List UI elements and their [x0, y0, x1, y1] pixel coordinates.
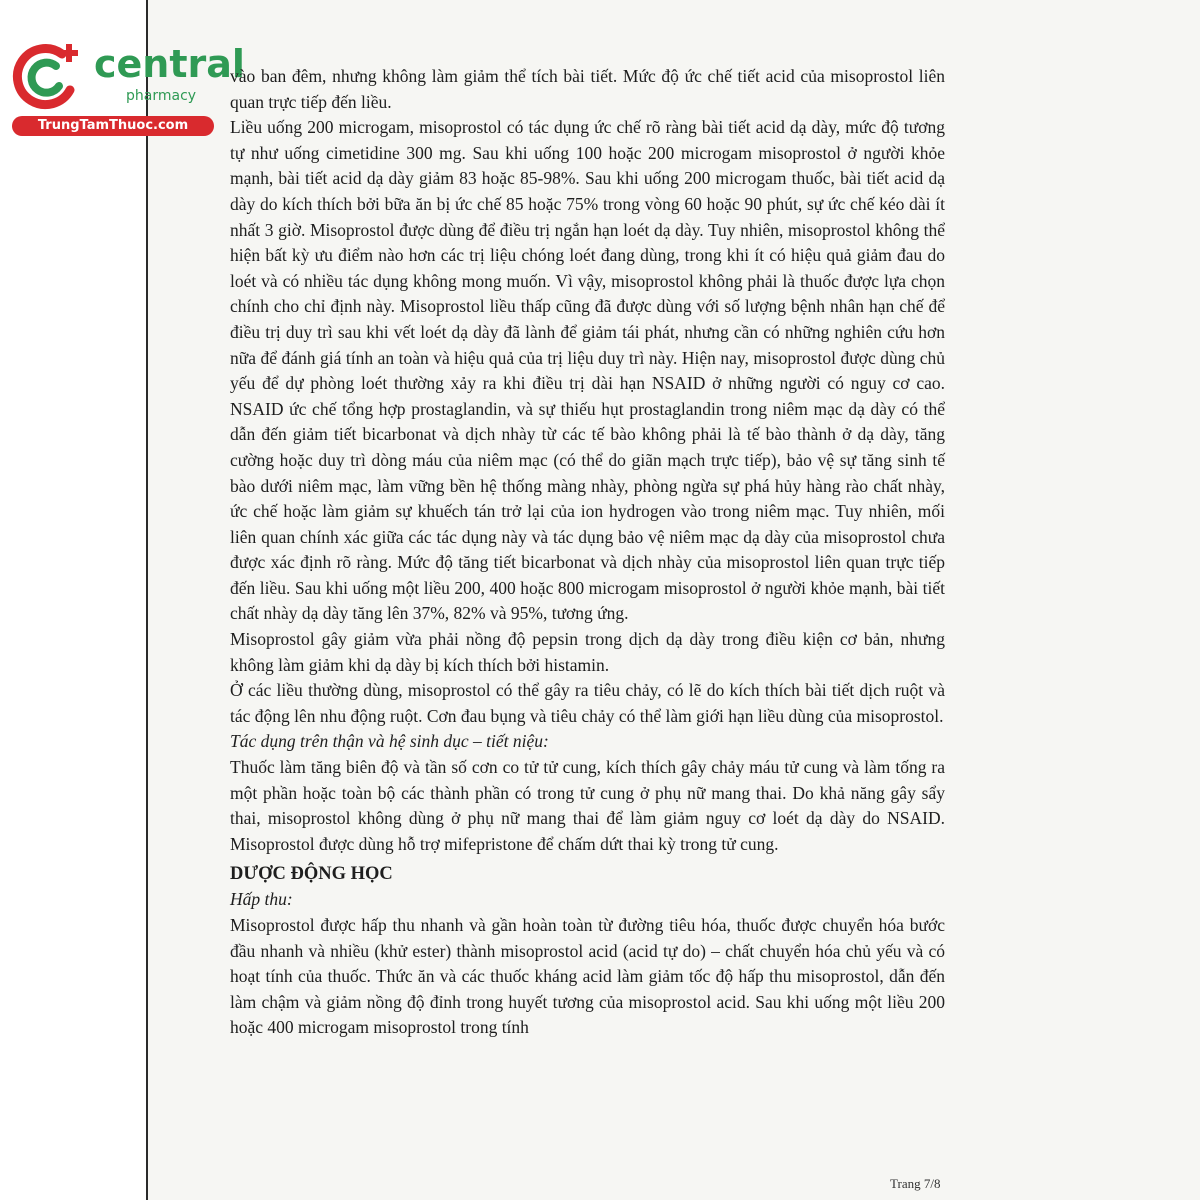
logo-subtitle: pharmacy	[126, 88, 197, 104]
paragraph: Misoprostol gây giảm vừa phải nồng độ pepsin trong dịch dạ dày trong điều kiện cơ bản, nhưng không làm giảm khi dạ dày bị kích thích bởi histamin.	[230, 629, 945, 675]
document-body	[230, 64, 945, 1041]
paragraph: Ở các liều thường dùng, misoprostol có thể gây ra tiêu chảy, có lẽ do kích thích bài tiết dịch ruột và tác động lên nhu động ruột. Cơn đau bụng và tiêu chảy có thể làm giới hạn liều dùng của misoprostol.	[230, 680, 945, 726]
paragraph: Misoprostol được hấp thu nhanh và gần hoàn toàn từ đường tiêu hóa, thuốc được chuyển hóa bước đầu nhanh và nhiều (khử ester) thành misoprostol acid (acid tự do) – chất chuyển hóa chủ yếu và có hoạt tính của thuốc. Thức ăn và các thuốc kháng acid làm giảm tốc độ hấp thu misoprostol, dẫn đến làm chậm và giảm nồng độ đỉnh trong huyết tương của misoprostol acid. Sau khi uống một liều 200 hoặc 400 microgam misoprostol trong tính	[230, 915, 945, 1038]
subheading: Hấp thu:	[230, 889, 293, 910]
paragraph: Liều uống 200 microgam, misoprostol có tác dụng ức chế rõ ràng bài tiết acid dạ dày, mức độ tương tự như uống cimetidine 300 mg. Sau khi uống 100 hoặc 200 microgam misoprostol ở người khỏe mạnh, bài tiết acid dạ dày giảm 83 hoặc 85-98%. Sau khi uống 200 microgam thuốc, bài tiết acid dạ dày do kích thích bởi bữa ăn bị ức chế 85 hoặc 75% trong vòng 60 hoặc 90 phút, sự ức chế kéo dài ít nhất 3 giờ. Misoprostol được dùng để điều trị ngắn hạn loét dạ dày. Tuy nhiên, misoprostol không thể hiện bất kỳ ưu điểm nào hơn các trị liệu chóng loét đang dùng, trong khi ít có hiệu quả giảm đau do loét và có nhiều tác dụng không mong muốn. Vì vậy, misoprostol không phải là thuốc được lựa chọn chính cho chỉ định này. Misoprostol liều thấp cũng đã được dùng với số lượng bệnh nhân hạn chế để điều trị duy trì sau khi vết loét dạ dày đã lành để giảm tái phát, nhưng cần có những nghiên cứu hơn nữa để đánh giá tính an toàn và hiệu quả của trị liệu duy trì này. Hiện nay, misoprostol được dùng chủ yếu để dự phòng loét thường xảy ra khi điều trị dài hạn NSAID ở những người có nguy cơ cao. NSAID ức chế tổng hợp prostaglandin, và sự thiếu hụt prostaglandin trong niêm mạc dạ dày có thể dẫn đến giảm tiết bicarbonat và dịch nhày từ các tế bào không phải là tế bào thành ở dạ dày, tăng cường hoặc duy trì dòng máu của niêm mạc (có thể do giãn mạch trực tiếp), bảo vệ sự tăng sinh tế bào dưới niêm mạc, làm vững bền hệ thống màng nhày, phòng ngừa sự phá hủy hàng rào chất nhày, ức chế hoặc làm giảm sự khuếch tán trở lại của ion hydrogen vào trong niêm mạc. Tuy nhiên, mối liên quan chính xác giữa các tác dụng này và tác dụng bảo vệ niêm mạc dạ dày của misoprostol chưa được xác định rõ ràng. Mức độ tăng tiết bicarbonat và dịch nhày của misoprostol liên quan trực tiếp đến liều. Sau khi uống một liều 200, 400 hoặc 800 microgam misoprostol ở người khỏe mạnh, bài tiết chất nhày dạ dày tăng lên 37%, 82% và 95%, tương ứng.	[230, 117, 945, 624]
paragraph: vào ban đêm, nhưng không làm giảm thể tích bài tiết. Mức độ ức chế tiết acid của misoprostol liên quan trực tiếp đến liều.	[230, 66, 945, 112]
page-number: Trang 7/8	[890, 1176, 941, 1191]
logo-name: central	[94, 42, 245, 86]
left-margin	[0, 0, 146, 1200]
brand-logo	[8, 36, 245, 140]
section-heading: DƯỢC ĐỘNG HỌC	[230, 864, 393, 885]
paragraph: Thuốc làm tăng biên độ và tần số cơn co tử tử cung, kích thích gây chảy máu tử cung và làm tống ra một phần hoặc toàn bộ các thành phần có trong tử cung ở phụ nữ mang thai. Do khả năng gây sẩy thai, misoprostol không dùng ở phụ nữ mang thai để làm giảm nguy cơ loét dạ dày do NSAID. Misoprostol được dùng hỗ trợ mifepristone để chấm dứt thai kỳ trong tử cung.	[230, 757, 945, 854]
central-pharmacy-logo-icon	[12, 40, 86, 114]
subheading: Tác dụng trên thận và hệ sinh dục – tiết niệu:	[230, 731, 549, 752]
logo-url-badge: TrungTamThuoc.com	[12, 116, 214, 136]
